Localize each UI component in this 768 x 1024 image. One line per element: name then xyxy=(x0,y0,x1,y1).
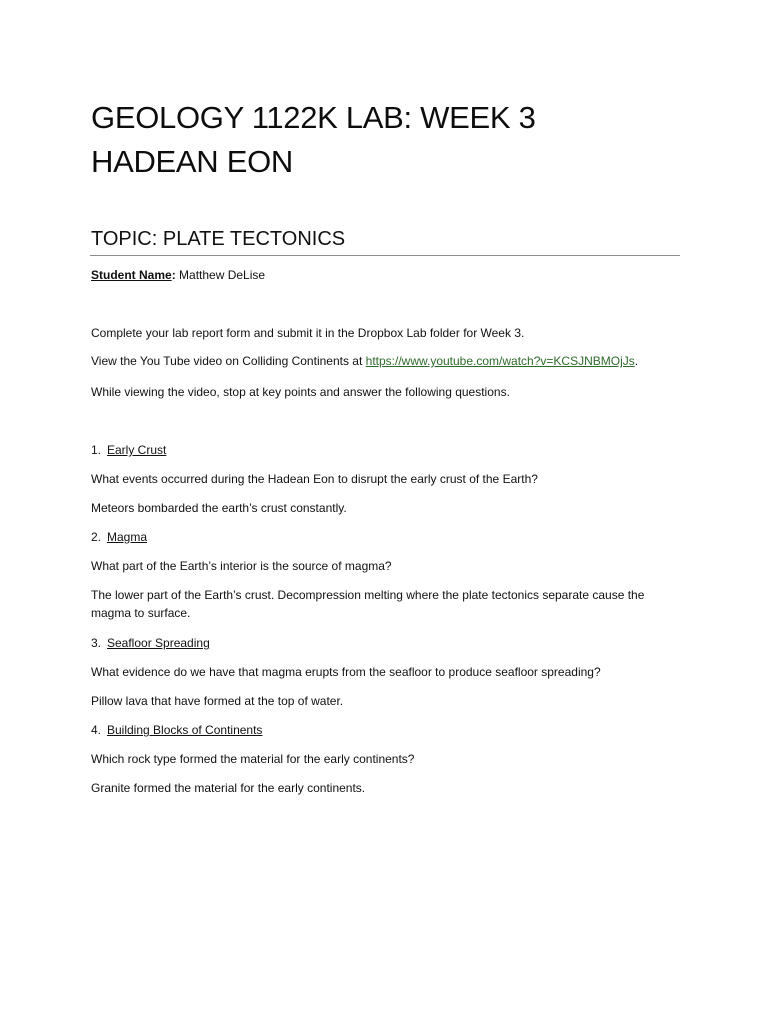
instructions-line-1: Complete your lab report form and submit it in the Dropbox Lab folder for Week 3. xyxy=(91,326,525,340)
section-heading-early-crust xyxy=(91,441,166,459)
instructions-line-2-end: . xyxy=(634,354,639,368)
section-heading-magma xyxy=(91,528,147,546)
answer-building-blocks: Granite formed the material for the early continents. xyxy=(91,781,366,795)
document-title-line-2: HADEAN EON xyxy=(91,144,293,179)
document-title-line-1: GEOLOGY 1122K LAB: WEEK 3 xyxy=(91,100,536,135)
section-title: Seafloor Spreading xyxy=(107,636,210,650)
section-number: 1. xyxy=(91,443,102,457)
video-link[interactable]: https://www.youtube.com/watch?v=KCSJNBMOjJs xyxy=(365,354,635,368)
section-number: 4. xyxy=(91,723,102,737)
instructions-video-text: View the You Tube video on Colliding Continents at xyxy=(91,354,366,368)
section-number: 2. xyxy=(91,530,102,544)
topic-heading: TOPIC: PLATE TECTONICS xyxy=(91,228,346,250)
answer-magma-line-1: The lower part of the Earth’s crust. Decompression melting where the plate tectonics separate cause the xyxy=(91,588,645,602)
section-heading-seafloor-spreading xyxy=(91,634,210,652)
answer-early-crust: Meteors bombarded the earth’s crust constantly. xyxy=(91,501,347,515)
section-title: Early Crust xyxy=(107,443,167,457)
instructions-line-3: While viewing the video, stop at key points and answer the following questions. xyxy=(91,385,510,399)
section-number: 3. xyxy=(91,636,102,650)
section-heading-building-blocks xyxy=(91,721,262,739)
question-building-blocks: Which rock type formed the material for the early continents? xyxy=(91,752,415,766)
student-name-label: Student Name xyxy=(91,268,172,282)
question-magma: What part of the Earth’s interior is the source of magma? xyxy=(91,559,392,573)
student-name-colon: : xyxy=(171,268,176,282)
question-seafloor-spreading: What evidence do we have that magma erupts from the seafloor to produce seafloor spreading? xyxy=(91,665,601,679)
section-title: Building Blocks of Continents xyxy=(107,723,263,737)
answer-magma-line-2: magma to surface. xyxy=(91,606,191,620)
topic-divider xyxy=(90,255,680,256)
student-name-row xyxy=(91,266,265,284)
question-early-crust: What events occurred during the Hadean Eon to disrupt the early crust of the Earth? xyxy=(91,472,538,486)
instructions-line-2 xyxy=(91,352,638,370)
section-title: Magma xyxy=(107,530,148,544)
student-name-value: Matthew DeLise xyxy=(175,268,266,282)
answer-seafloor-spreading: Pillow lava that have formed at the top of water. xyxy=(91,694,344,708)
